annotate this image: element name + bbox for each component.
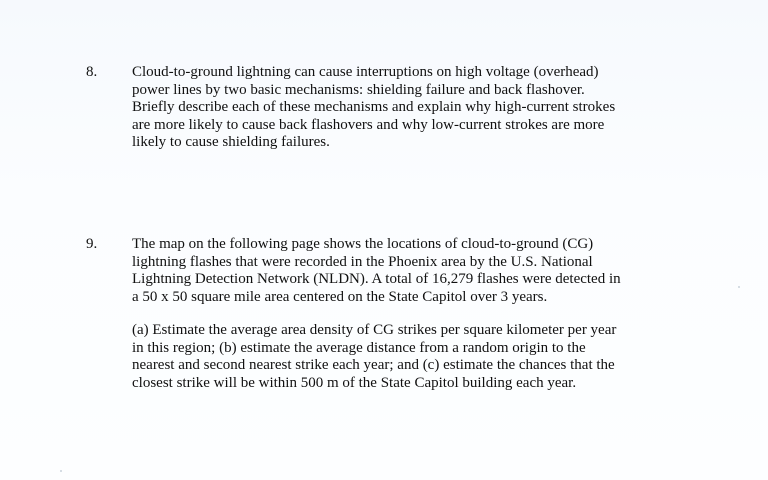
text-line: power lines by two basic mechanisms: shielding failure and back flashover. xyxy=(132,81,585,98)
text-line: nearest and second nearest strike each year; and (c) estimate the chances that the xyxy=(132,357,615,373)
text-line: The map on the following page shows the locations of cloud-to-ground (CG) xyxy=(132,236,594,252)
question-text xyxy=(132,236,684,392)
text-line: lightning flashes that were recorded in the Phoenix area by the U.S. National xyxy=(132,253,593,270)
question-text xyxy=(132,64,684,152)
scan-speck xyxy=(738,286,740,288)
question-paragraph xyxy=(132,236,684,306)
text-line: (a) Estimate the average area density of CG strikes per square kilometer per year xyxy=(132,322,617,338)
question-paragraph xyxy=(132,322,684,392)
text-line: Briefly describe each of these mechanisms and explain why high-current strokes xyxy=(132,99,616,115)
text-line: are more likely to cause back flashovers and why low-current strokes are more xyxy=(132,116,605,133)
text-line: Cloud-to-ground lightning can cause interruptions on high voltage (overhead) xyxy=(132,64,599,80)
text-line: Lightning Detection Network (NLDN). A total of 16,279 flashes were detected in xyxy=(132,271,621,287)
text-line: in this region; (b) estimate the average distance from a random origin to the xyxy=(132,339,586,356)
question-number: 8. xyxy=(86,64,98,80)
text-line: likely to cause shielding failures. xyxy=(132,134,330,150)
question-number: 9. xyxy=(86,236,98,252)
scan-speck xyxy=(60,470,62,472)
question-paragraph xyxy=(132,64,684,152)
paragraph-spacer xyxy=(132,306,684,322)
text-line: a 50 x 50 square mile area centered on the State Capitol over 3 years. xyxy=(132,288,548,305)
text-line: closest strike will be within 500 m of the State Capitol building each year. xyxy=(132,374,577,391)
